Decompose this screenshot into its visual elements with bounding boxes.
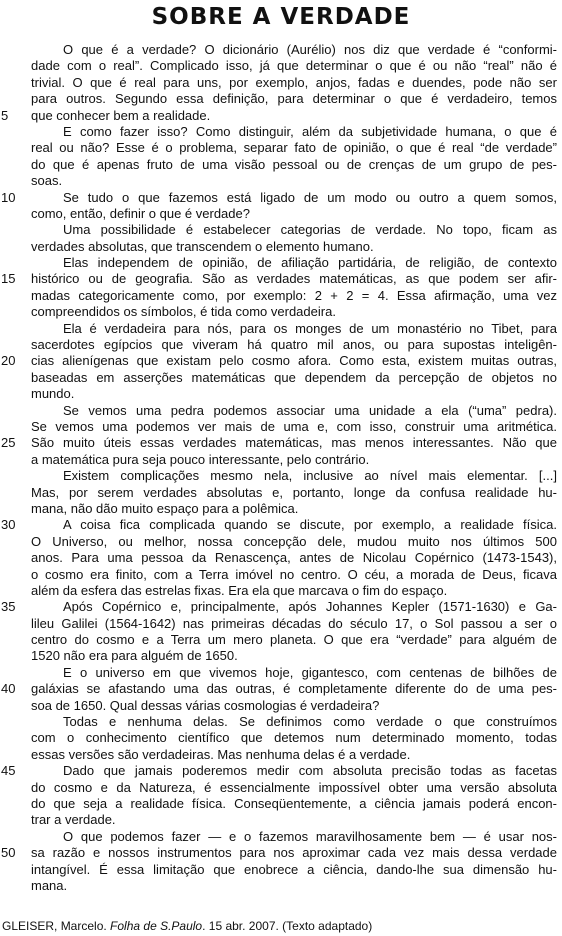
line-text: real ou não? Esse é o problema, separar fato de opinião, o que é real “de verdade”: [31, 140, 557, 156]
line-text: essas versões são verdadeiras. Mas nenhuma delas é a verdade.: [31, 746, 411, 762]
text-line: [31, 550, 557, 566]
line-text: soa de 1650. Qual dessas várias cosmologias é verdadeira?: [31, 697, 380, 713]
line-text: além da esfera das estrelas fixas. Era ela que marcava o fim do espaço.: [31, 582, 448, 598]
text-line: [1, 599, 557, 615]
text-line: [31, 288, 557, 304]
line-text: Ela é verdadeira para nós, para os monges de um monastério no Tibet, para: [63, 320, 557, 336]
text-line: [31, 632, 557, 648]
line-text: o cosmo era finito, com a Terra imóvel no centro. O céu, a morada de Deus, ficava: [31, 566, 557, 582]
line-number: 15: [1, 271, 16, 287]
text-line: [31, 140, 557, 156]
line-text: galáxias se afastando uma das outras, é completamente diferente do de uma pes-: [31, 681, 557, 697]
text-line: [31, 534, 557, 550]
line-text: do cosmo e da Natureza, é essencialmente impossível obter uma versão absoluta: [31, 779, 557, 795]
line-text: cias alienígenas que existam pelo cosmo afora. Como esta, existem muitas outras,: [31, 353, 557, 369]
line-text: Mas, por serem verdades absolutas e, portanto, longe da confusa realidade hu-: [31, 484, 557, 500]
text-line: [31, 321, 557, 337]
text-line: [31, 42, 557, 58]
line-text: Após Copérnico e, principalmente, após Johannes Kepler (1571-1630) e Ga-: [63, 599, 557, 615]
text-line: [31, 222, 557, 238]
text-line: [31, 386, 557, 402]
line-text: O que é a verdade? O dicionário (Aurélio) nos diz que verdade é “conformi-: [63, 42, 557, 57]
line-text: E como fazer isso? Como distinguir, além da subjetividade humana, o que é: [63, 123, 557, 139]
line-text: do que seja a realidade física. Conseqüentemente, a ciência jamais poderá encon-: [31, 795, 557, 811]
line-text: A coisa fica complicada quando se discute, por exemplo, a realidade física.: [63, 517, 557, 533]
line-text: trivial. O que é real para uns, por exemplo, anjos, fadas e duendes, pode não ser: [31, 74, 557, 90]
line-number: 5: [1, 107, 9, 123]
line-text: Se vemos uma pedra podemos associar uma unidade a ela (“uma” pedra).: [63, 402, 557, 418]
line-text: anos. Para uma pessoa da Renascença, antes de Nicolau Copérnico (1473-1543),: [31, 550, 557, 566]
line-text: Se vemos uma podemos ver mais de uma e, com isso, construir uma aritmética.: [31, 418, 557, 434]
text-line: [1, 107, 557, 124]
text-line: [31, 567, 557, 583]
line-text: intangível. É essa limitação que enobrece a ciência, dando-lhe sua dimensão hu-: [31, 861, 557, 877]
line-number: 50: [1, 845, 16, 861]
line-text: Todas e nenhuma delas. Se definimos como verdade o que construímos: [63, 714, 557, 730]
text-line: [31, 403, 557, 419]
text-line: [31, 780, 557, 796]
page-title: SOBRE A VERDADE: [151, 4, 411, 30]
line-text: que conhecer bem a realidade.: [31, 107, 211, 123]
text-line: [31, 485, 557, 501]
text-line: [31, 419, 557, 435]
line-text: com o conhecimento científico que detemos num determinado momento, todas: [31, 730, 557, 746]
text-line: [31, 75, 557, 91]
text-line: [31, 616, 557, 632]
line-text: O Universo, ou melhor, nossa concepção dele, mudou muito nos últimos 500: [31, 533, 557, 549]
line-text: madas categoricamente como, por exemplo: 2 + 2 = 4. Essa afirmação, uma vez: [31, 287, 557, 303]
line-text: histórico ou de geografia. São as verdades matemáticas, as que podem ser afir-: [31, 271, 557, 287]
text-line: [31, 829, 557, 845]
line-text: mana.: [31, 877, 68, 893]
line-text: O que podemos fazer — e o fazemos maravilhosamente bem — é usar nos-: [63, 828, 557, 844]
line-number: 20: [1, 353, 16, 369]
line-text: Elas independem de opinião, de afiliação partidária, de religião, de contexto: [63, 255, 557, 271]
source-author: GLEISER, Marcelo.: [2, 919, 111, 933]
text-line: [31, 239, 557, 255]
text-line: [31, 796, 557, 812]
line-text: verdades absolutas, que transcendem o elemento humano.: [31, 238, 374, 254]
line-text: soas.: [31, 173, 63, 189]
line-text: mana, não dão muito espaço para a polêmica.: [31, 500, 299, 516]
text-line: [31, 206, 557, 222]
text-line: [31, 747, 557, 763]
line-text: Se tudo o que fazemos está ligado de um modo ou outro a quem somos,: [63, 189, 557, 205]
text-line: [31, 58, 557, 74]
text-line: [1, 353, 557, 369]
line-text: centro do cosmo e a Terra um mero planeta. O que era “verdade” para alguém de: [31, 632, 557, 648]
line-text: Uma possibilidade é estabelecer categorias de verdade. No topo, ficam as: [63, 222, 557, 238]
text-line: [31, 452, 557, 468]
text-line: [31, 304, 557, 320]
line-number: 25: [1, 435, 16, 451]
line-text: baseadas em asserções matemáticas que dependem da percepção de objetos no: [31, 369, 557, 385]
text-line: [1, 517, 557, 533]
text-line: [31, 714, 557, 730]
line-number: 10: [1, 189, 16, 205]
text-line: [31, 730, 557, 746]
line-text: sacerdotes egípcios que viveram há quatro mil anos, ou para supostas inteligên-: [31, 337, 557, 353]
line-text: São muito úteis essas verdades matemáticas, mas menos interessantes. Não que: [31, 435, 557, 451]
text-line: [31, 878, 557, 894]
line-text: a matemática pura seja pouco interessante, pelo contrário.: [31, 451, 370, 467]
text-line: [31, 665, 557, 681]
line-number: 45: [1, 763, 16, 779]
text-line: [1, 763, 557, 779]
line-text: sa razão e nossos instrumentos para nos aproximar cada vez mais dessa verdade: [31, 845, 557, 861]
line-text: E o universo em que vivemos hoje, gigantesco, com centenas de bilhões de: [63, 664, 557, 680]
text-line: [31, 468, 557, 484]
text-line: [31, 812, 557, 828]
text-line: [1, 435, 557, 451]
line-number: 30: [1, 517, 16, 533]
text-line: [31, 124, 557, 140]
line-text: mundo.: [31, 386, 75, 402]
text-line: [31, 698, 557, 714]
text-line: [31, 157, 557, 173]
text-line: [31, 173, 557, 189]
text-line: [31, 501, 557, 517]
text-line: [1, 189, 557, 206]
text-line: [31, 255, 557, 271]
line-number: 40: [1, 681, 16, 697]
text-line: [31, 91, 557, 107]
line-text: como, então, definir o que é verdade?: [31, 205, 250, 221]
article-body: [1, 42, 557, 894]
text-line: [1, 845, 557, 861]
line-number: 35: [1, 599, 16, 615]
source-details: . 15 abr. 2007. (Texto adaptado): [202, 919, 373, 933]
text-line: [31, 583, 557, 599]
text-line: [31, 370, 557, 386]
line-text: trar a verdade.: [31, 812, 116, 828]
text-line: [31, 862, 557, 878]
source-citation: [2, 919, 372, 933]
text-line: [31, 337, 557, 353]
line-text: compreendidos os símbolos, é tida como verdadeira.: [31, 304, 336, 320]
line-text: 1520 não era para alguém de 1650.: [31, 648, 238, 664]
line-text: Existem complicações mesmo nela, inclusive ao nível mais elementar. [...]: [63, 468, 557, 484]
line-text: dade com o real”. Complicado isso, já que determinar o que é ou não “real” não é: [31, 58, 557, 74]
text-line: [1, 271, 557, 287]
line-text: Dado que jamais poderemos medir com absoluta precisão todas as facetas: [63, 763, 557, 779]
source-work: Folha de S.Paulo: [110, 919, 203, 933]
line-text: do que é apenas fruto de uma visão pessoal ou de crenças de um grupo de pes-: [31, 156, 557, 172]
text-line: [1, 681, 557, 697]
line-text: para outros. Segundo essa definição, para determinar o que é verdadeiro, temos: [31, 91, 557, 107]
line-text: lileu Galilei (1564-1642) nas primeiras décadas do século 17, o Sol passou a ser o: [31, 615, 557, 631]
text-line: [31, 648, 557, 664]
